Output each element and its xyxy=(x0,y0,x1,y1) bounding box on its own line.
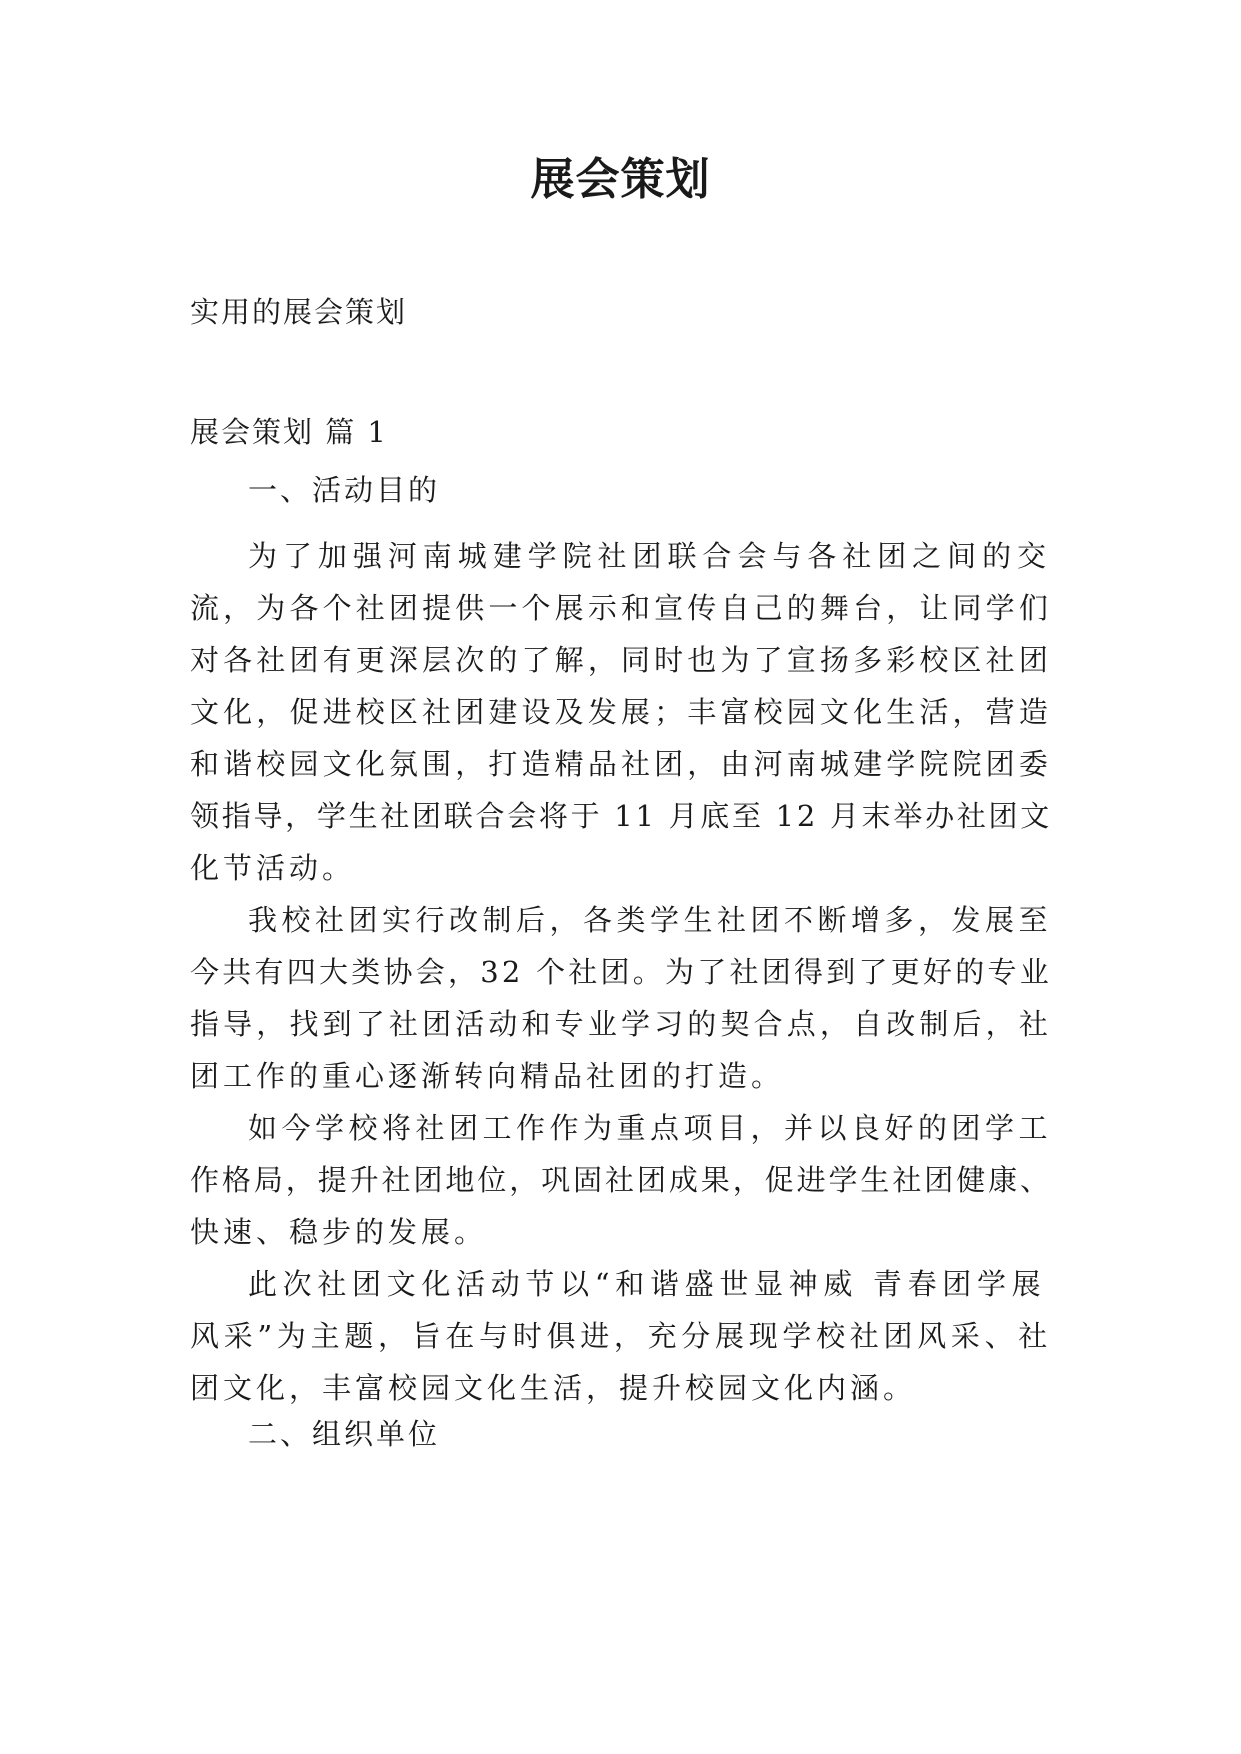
paragraph-list xyxy=(190,530,1052,1414)
paragraph-line: 领指导，学生社团联合会将于 11 月底至 12 月末举办社团文 xyxy=(190,799,1052,833)
paragraph-line: 此次社团文化活动节以“和谐盛世显神威 青春团学展 xyxy=(248,1267,1047,1301)
body-paragraph xyxy=(190,1102,1052,1258)
paragraph-line: 化节活动。 xyxy=(190,851,356,885)
paragraph-line: 对各社团有更深层次的了解，同时也为了宣扬多彩校区社团 xyxy=(190,643,1052,677)
document-subtitle: 实用的展会策划 xyxy=(190,295,408,329)
section-label: 展会策划 篇 1 xyxy=(190,415,388,449)
paragraph-line: 指导，找到了社团活动和专业学习的契合点，自改制后，社 xyxy=(190,1007,1052,1041)
paragraph-line: 作格局，提升社团地位，巩固社团成果，促进学生社团健康、 xyxy=(190,1163,1052,1197)
heading-organizers: 二、组织单位 xyxy=(248,1417,441,1451)
paragraph-line: 文化，促进校区社团建设及发展；丰富校园文化生活，营造 xyxy=(190,695,1052,729)
paragraph-line: 快速、稳步的发展。 xyxy=(190,1215,488,1249)
body-paragraph xyxy=(190,1258,1052,1414)
paragraph-line: 流，为各个社团提供一个展示和宣传自己的舞台，让同学们 xyxy=(190,591,1052,625)
paragraph-line: 我校社团实行改制后，各类学生社团不断增多，发展至 xyxy=(248,903,1052,937)
paragraph-line: 为了加强河南城建学院社团联合会与各社团之间的交 xyxy=(248,539,1052,573)
paragraph-line: 如今学校将社团工作作为重点项目，并以良好的团学工 xyxy=(248,1111,1052,1145)
body-paragraph xyxy=(190,530,1052,894)
document-body xyxy=(190,470,1052,1474)
paragraph-line: 和谐校园文化氛围，打造精品社团，由河南城建学院院团委 xyxy=(190,747,1052,781)
document-title: 展会策划 xyxy=(530,154,711,205)
heading-activity-purpose: 一、活动目的 xyxy=(248,473,441,507)
paragraph-line: 风采”为主题，旨在与时俱进，充分展现学校社团风采、社 xyxy=(190,1319,1052,1353)
paragraph-line: 团工作的重心逐渐转向精品社团的打造。 xyxy=(190,1059,785,1093)
paragraph-line: 团文化，丰富校园文化生活，提升校园文化内涵。 xyxy=(190,1371,917,1405)
paragraph-line: 今共有四大类协会，32 个社团。为了社团得到了更好的专业 xyxy=(190,955,1052,989)
body-paragraph xyxy=(190,894,1052,1102)
